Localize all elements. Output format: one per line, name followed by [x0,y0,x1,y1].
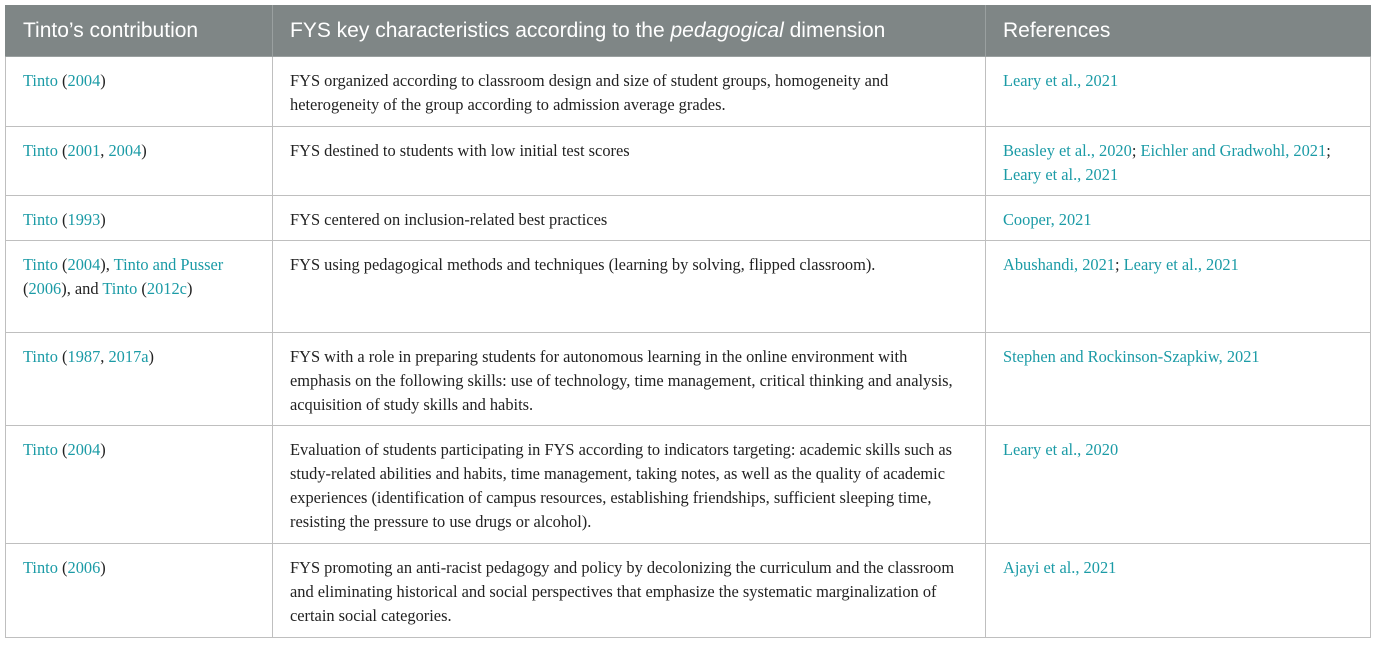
header-contribution: Tinto’s contribution [6,5,273,56]
citation-separator: ) [141,140,147,160]
header-characteristics-italic: pedagogical [670,19,784,42]
table-row [6,425,1371,543]
citation-link[interactable]: Beasley et al., 2020 [1003,140,1132,160]
characteristics-cell: FYS centered on inclusion-related best practices [273,195,986,240]
citation-link[interactable]: Tinto [23,209,58,229]
contribution-cell [6,543,273,637]
citation-separator: ) [100,557,106,577]
citation-separator: ; [1131,140,1141,160]
citation-separator: ( [57,557,68,577]
references-cell [986,332,1371,425]
citation-separator: ( [57,209,68,229]
contribution-cell [6,195,273,240]
table-row [6,126,1371,195]
citation-link[interactable]: Abushandi, 2021 [1003,254,1115,274]
citation-separator: ( [57,254,68,274]
references-cell [986,425,1371,543]
table-row [6,56,1371,126]
citation-separator: ( [137,278,147,298]
header-row [6,5,1371,56]
header-characteristics [273,5,986,56]
references-cell [986,543,1371,637]
citation-link[interactable]: Tinto [23,346,58,366]
header-characteristics-post: dimension [783,19,886,42]
citation-link[interactable]: Stephen and Rockinson-Szapkiw, 2021 [1003,346,1260,366]
citation-link[interactable]: 2004 [67,254,101,274]
contribution-cell [6,240,273,332]
citation-separator: ), [100,254,114,274]
citation-separator: ; [1326,140,1331,160]
table-row [6,195,1371,240]
citation-link[interactable]: Tinto [102,278,138,298]
characteristics-cell: Evaluation of students participating in FYS according to indicators targeting: academic skills such as study-related abilities and habits, time management, taking notes, as well as the quality of academic experiences (identification of campus resources, establishing friendships, sufficient sleeping time, resisting the pressure to use drugs or alcohol). [273,425,986,543]
citation-link[interactable]: 2006 [67,557,101,577]
citation-separator: ) [186,278,193,298]
citation-link[interactable]: 2004 [108,140,142,160]
citation-link[interactable]: 2001 [67,140,101,160]
citation-separator: ( [23,278,29,298]
fys-table [5,5,1371,638]
contribution-cell [6,332,273,425]
references-cell [986,240,1371,332]
citation-link[interactable]: Leary et al., 2020 [1003,439,1119,459]
characteristics-cell: FYS using pedagogical methods and techniques (learning by solving, flipped classroom). [273,240,986,332]
citation-link[interactable]: 2006 [28,278,62,298]
citation-separator: ), and [61,278,103,298]
citation-separator: ( [57,346,68,366]
contribution-cell [6,126,273,195]
citation-separator: , [100,140,109,160]
citation-separator: , [100,346,109,366]
citation-link[interactable]: Tinto [23,254,58,274]
citation-link[interactable]: Tinto and Pusser [113,254,224,274]
citation-separator: ( [57,140,68,160]
citation-link[interactable]: Tinto [23,70,58,90]
references-cell [986,126,1371,195]
characteristics-cell: FYS with a role in preparing students for autonomous learning in the online environment with emphasis on the following skills: use of technology, time management, critical thinking and analysis, acquisition of study skills and habits. [273,332,986,425]
header-references: References [986,5,1371,56]
citation-link[interactable]: Leary et al., 2021 [1003,70,1119,90]
table-row [6,332,1371,425]
citation-link[interactable]: 2017a [108,346,149,366]
citation-link[interactable]: 1993 [67,209,101,229]
citation-link[interactable]: 2012c [146,278,187,298]
citation-link[interactable]: 2004 [67,439,101,459]
references-cell [986,56,1371,126]
citation-separator: ) [100,209,106,229]
contribution-cell [6,56,273,126]
header-characteristics-pre: FYS key characteristics according to the [290,19,671,42]
citation-separator: ( [57,70,68,90]
characteristics-cell: FYS destined to students with low initial test scores [273,126,986,195]
characteristics-cell: FYS organized according to classroom design and size of student groups, homogeneity and heterogeneity of the group according to admission average grades. [273,56,986,126]
citation-separator: ( [57,439,68,459]
citation-link[interactable]: Leary et al., 2021 [1003,164,1119,184]
citation-link[interactable]: Ajayi et al., 2021 [1003,557,1117,577]
citation-separator: ) [148,346,155,366]
citation-link[interactable]: Tinto [23,140,58,160]
citation-link[interactable]: 2004 [67,70,101,90]
characteristics-cell: FYS promoting an anti-racist pedagogy and policy by decolonizing the curriculum and the classroom and eliminating historical and social perspectives that emphasize the systematic marginalization of certain social categories. [273,543,986,637]
table-row [6,543,1371,637]
citation-link[interactable]: Cooper, 2021 [1003,209,1092,229]
citation-separator: ) [100,70,106,90]
citation-link[interactable]: Leary et al., 2021 [1123,254,1239,274]
citation-link[interactable]: Eichler and Gradwohl, 2021 [1140,140,1327,160]
citation-link[interactable]: 1987 [67,346,101,366]
citation-separator: ) [100,439,106,459]
citation-link[interactable]: Tinto [23,439,58,459]
citation-link[interactable]: Tinto [23,557,58,577]
citation-separator: ; [1115,254,1124,274]
contribution-cell [6,425,273,543]
table-row [6,240,1371,332]
references-cell [986,195,1371,240]
